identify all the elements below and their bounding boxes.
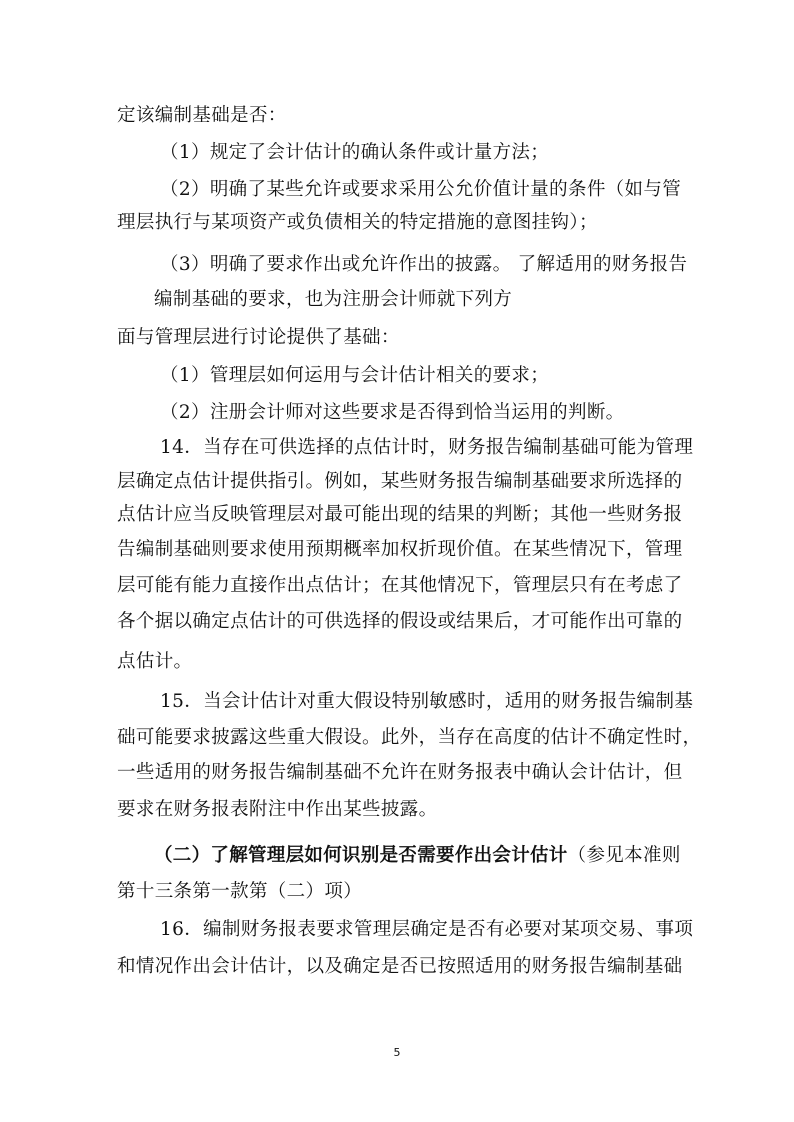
body-text-line: 16．编制财务报表要求管理层确定是否有必要对某项交易、事项	[160, 919, 694, 940]
section-heading-note: （参见本准则	[567, 845, 681, 866]
body-text-line: 要求在财务报表附注中作出某些披露。	[117, 799, 438, 820]
body-text-line: 和情况作出会计估计，以及确定是否已按照适用的财务报告编制基础	[117, 956, 683, 977]
body-text-line: 层可能有能力直接作出点估计；在其他情况下，管理层只有在考虑了	[117, 575, 683, 596]
body-text-line: 一些适用的财务报告编制基础不允许在财务报表中确认会计估计，但	[117, 762, 683, 783]
body-text-line: 15．当会计估计对重大假设特别敏感时，适用的财务报告编制基	[160, 691, 694, 712]
body-text-line: 理层执行与某项资产或负债相关的特定措施的意图挂钩）；	[117, 212, 598, 233]
body-text-line: （3）明确了要求作出或允许作出的披露。 了解适用的财务报告	[160, 254, 688, 275]
body-text-line: 础可能要求披露这些重大假设。此外，当存在高度的估计不确定性时，	[117, 727, 702, 748]
body-text-line: （2）注册会计师对这些要求是否得到恰当运用的判断。	[160, 402, 625, 423]
body-text-line: 面与管理层进行讨论提供了基础：	[117, 327, 400, 348]
body-text-line: 编制基础的要求，也为注册会计师就下列方	[154, 289, 513, 310]
body-text-line: 层确定点估计提供指引。例如，某些财务报告编制基础要求所选择的	[117, 471, 683, 492]
page-number: 5	[393, 1046, 401, 1059]
body-text-line: （1）管理层如何运用与会计估计相关的要求；	[160, 365, 550, 386]
section-heading	[154, 844, 681, 868]
body-text-line: （1）规定了会计估计的确认条件或计量方法；	[160, 142, 550, 163]
body-text-line: 第十三条第一款第（二）项）	[117, 881, 363, 902]
body-text-line: （2）明确了某些允许或要求采用公允价值计量的条件（如与管	[160, 179, 682, 200]
body-text-line: 点估计应当反映管理层对最可能出现的结果的判断；其他一些财务报	[117, 504, 683, 525]
body-text-line: 点估计。	[117, 651, 193, 672]
body-text-line: 14．当存在可供选择的点估计时，财务报告编制基础可能为管理	[160, 437, 694, 458]
section-heading-bold: （二）了解管理层如何识别是否需要作出会计估计	[154, 845, 568, 866]
body-text-line: 各个据以确定点估计的可供选择的假设或结果后，才可能作出可靠的	[117, 611, 683, 632]
body-text-line: 告编制基础则要求使用预期概率加权折现价值。在某些情况下，管理	[117, 539, 683, 560]
body-text-line: 定该编制基础是否：	[117, 105, 287, 126]
